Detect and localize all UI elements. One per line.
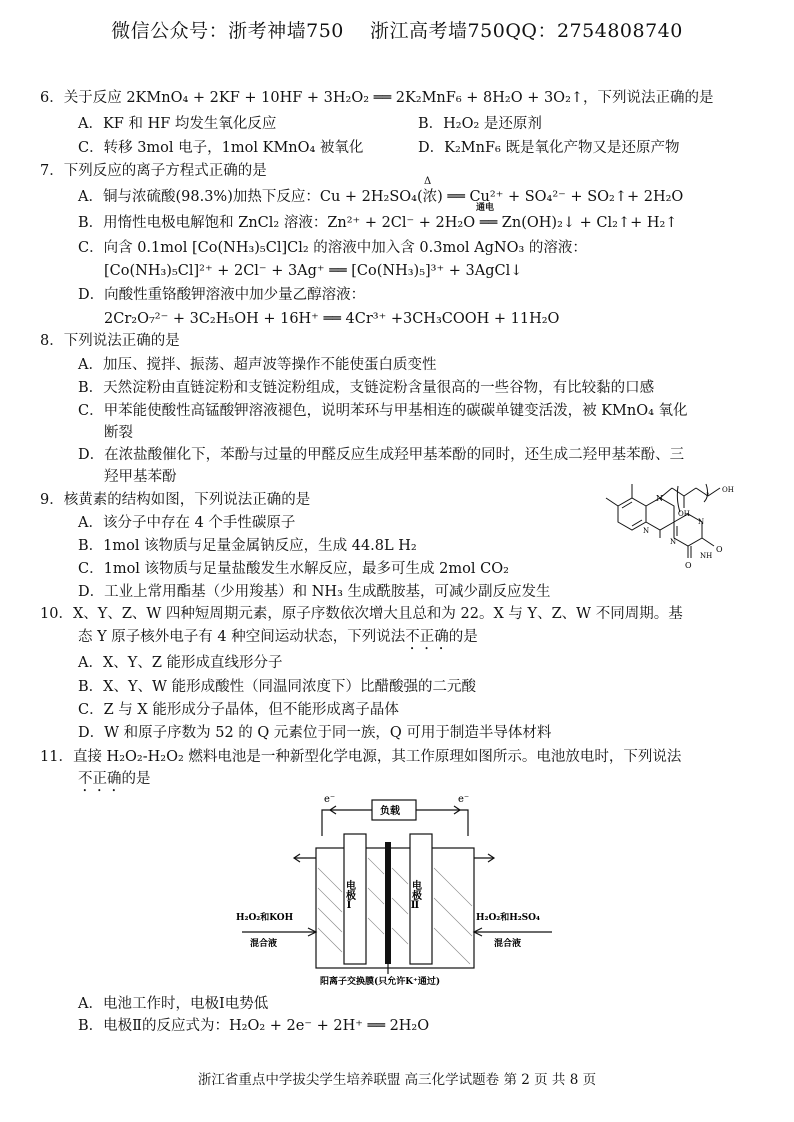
question-7-option-d: D．向酸性重铬酸钾溶液中加少量乙醇溶液： [78, 287, 366, 303]
question-8-option-d: D．在浓盐酸催化下，苯酚与过量的甲醛反应生成羟甲基苯酚的同时，还生成二羟甲基苯酚、三 [78, 447, 685, 463]
question-9-option-a: A．该分子中存在 4 个手性碳原子 [78, 515, 296, 531]
question-8-option-a: A．加压、搅拌、振荡、超声波等操作不能使蛋白质变性 [78, 357, 437, 373]
question-6-option-d: D．K₂MnF₆ 既是氧化产物又是还原产物 [418, 140, 680, 156]
question-9-option-d: D．工业上常用酯基（少用羧基）和 NH₃ 生成酰胺基，可减少副反应发生 [78, 584, 551, 600]
right-feed-label-2: 混合液 [494, 939, 522, 949]
electron-label-left: e⁻ [324, 794, 336, 805]
question-10-option-a: A．X、Y、Z 能形成直线形分子 [78, 655, 283, 671]
watermark-header: 微信公众号：浙考神墙750 浙江高考墙750QQ：2754808740 [111, 20, 683, 42]
question-10-stem-end: 的是 [448, 629, 478, 645]
question-9-option-b: B．1mol 该物质与足量金属钠反应，生成 44.8L H₂ [78, 538, 417, 554]
question-6-option-a: A．KF 和 HF 均发生氧化反应 [78, 116, 277, 132]
question-10-option-b: B．X、Y、W 能形成酸性（同温同浓度下）比醋酸强的二元酸 [78, 679, 477, 695]
question-10-emphasis: 不正确 [405, 629, 449, 645]
structure-n-label-4: N [698, 518, 705, 526]
question-7-stem: 7．下列反应的离子方程式正确的是 [40, 163, 267, 179]
question-11-stem-end: 的是 [121, 771, 151, 787]
membrane-label: 阳离子交换膜(只允许K⁺通过) [320, 977, 441, 987]
question-11-stem-cont [78, 769, 151, 795]
question-7-b-condition: 通电 [476, 203, 495, 213]
question-9-option-c: C．1mol 该物质与足量盐酸发生水解反应，最多可生成 2mol CO₂ [78, 561, 509, 577]
question-10-stem-cont [78, 627, 478, 653]
question-6-option-b: B．H₂O₂ 是还原剂 [418, 116, 542, 132]
question-6-stem: 6．关于反应 2KMnO₄ + 2KF + 10HF + 3H₂O₂ ══ 2K₂MnF₆ + 8H₂O + 3O₂↑，下列说法正确的是 [40, 90, 714, 106]
question-7-option-c: C．向含 0.1mol [Co(NH₃)₅Cl]Cl₂ 的溶液中加入含 0.3mol AgNO₃ 的溶液： [78, 240, 587, 256]
question-10-stem-text: 态 Y 原子核外电子有 4 种空间运动状态，下列说法 [78, 629, 406, 645]
question-10-stem: 10．X、Y、Z、W 四种短周期元素，原子序数依次增大且总和为 22。X 与 Y、Z、W 不同周期。基 [40, 606, 683, 622]
question-7-option-b: B．用惰性电极电解饱和 ZnCl₂ 溶液：Zn²⁺ + 2Cl⁻ + 2H₂O ══ Zn(OH)₂↓ + Cl₂↑+ H₂↑ [78, 215, 678, 231]
structure-oh-label-1: OH [722, 486, 734, 494]
question-11-emphasis: 不正确 [78, 771, 122, 787]
page-footer: 浙江省重点中学拔尖学生培养联盟 高三化学试题卷 第 2 页 共 8 页 [197, 1072, 597, 1088]
question-7-option-a: A．铜与浓硫酸(98.3%)加热下反应：Cu + 2H₂SO₄(浓) ══ Cu²⁺ + SO₄²⁻ + SO₂↑+ 2H₂O [78, 189, 684, 205]
structure-n-label-3: N [670, 538, 677, 546]
question-8-option-b: B．天然淀粉由直链淀粉和支链淀粉组成，支链淀粉含量很高的一些谷物，有比较黏的口感 [78, 380, 655, 396]
question-8-option-d-cont: 羟甲基苯酚 [104, 469, 177, 485]
question-6-option-c: C．转移 3mol 电子，1mol KMnO₄ 被氧化 [78, 140, 364, 156]
question-10-option-d: D．W 和原子序数为 52 的 Q 元素位于同一族，Q 可用于制造半导体材料 [78, 725, 552, 741]
riboflavin-structure [598, 466, 746, 584]
question-8-stem: 8．下列说法正确的是 [40, 333, 180, 349]
load-label: 负载 [380, 806, 400, 817]
question-7-a-condition: Δ [424, 176, 432, 187]
structure-nh-label: NH [700, 552, 713, 560]
question-11-option-b: B．电极Ⅱ的反应式为：H₂O₂ + 2e⁻ + 2H⁺ ══ 2H₂O [78, 1018, 430, 1034]
structure-oh-label-2: OH [678, 510, 690, 518]
question-9-stem: 9．核黄素的结构如图，下列说法正确的是 [40, 492, 311, 508]
question-8-option-c: C．甲苯能使酸性高锰酸钾溶液褪色，说明苯环与甲基相连的碳碳单键变活泼，被 KMnO₄ 氧化 [78, 403, 688, 419]
question-7-option-d-equation: 2Cr₂O₇²⁻ + 3C₂H₅OH + 16H⁺ ══ 4Cr³⁺ +3CH₃COOH + 11H₂O [104, 311, 560, 327]
fuel-cell-diagram [232, 788, 562, 988]
cation-exchange-membrane [385, 842, 391, 964]
electrode-1-label: 电极Ⅰ [343, 880, 355, 911]
right-feed-label: H₂O₂和H₂SO₄ [476, 913, 540, 923]
left-feed-label-2: 混合液 [250, 939, 278, 949]
question-10-option-c: C．Z 与 X 能形成分子晶体，但不能形成离子晶体 [78, 702, 399, 718]
question-7-option-c-equation: [Co(NH₃)₅Cl]²⁺ + 2Cl⁻ + 3Ag⁺ ══ [Co(NH₃)₅]³⁺ + 3AgCl↓ [104, 263, 523, 279]
question-8-option-c-cont: 断裂 [104, 425, 133, 441]
left-feed-label: H₂O₂和KOH [236, 913, 294, 923]
structure-subscript: 3 [706, 492, 710, 498]
structure-o-label-2: O [716, 545, 723, 554]
electrode-2-label: 电极Ⅱ [409, 880, 421, 911]
electron-label-right: e⁻ [458, 794, 470, 805]
question-11-option-a: A．电池工作时，电极Ⅰ电势低 [78, 996, 269, 1012]
structure-n-label: N [656, 494, 663, 503]
structure-o-label-1: O [685, 561, 692, 570]
question-11-stem: 11．直接 H₂O₂-H₂O₂ 燃料电池是一种新型化学电源，其工作原理如图所示。电池放电时，下列说法 [40, 749, 682, 765]
structure-n-label-2: N [643, 527, 650, 535]
